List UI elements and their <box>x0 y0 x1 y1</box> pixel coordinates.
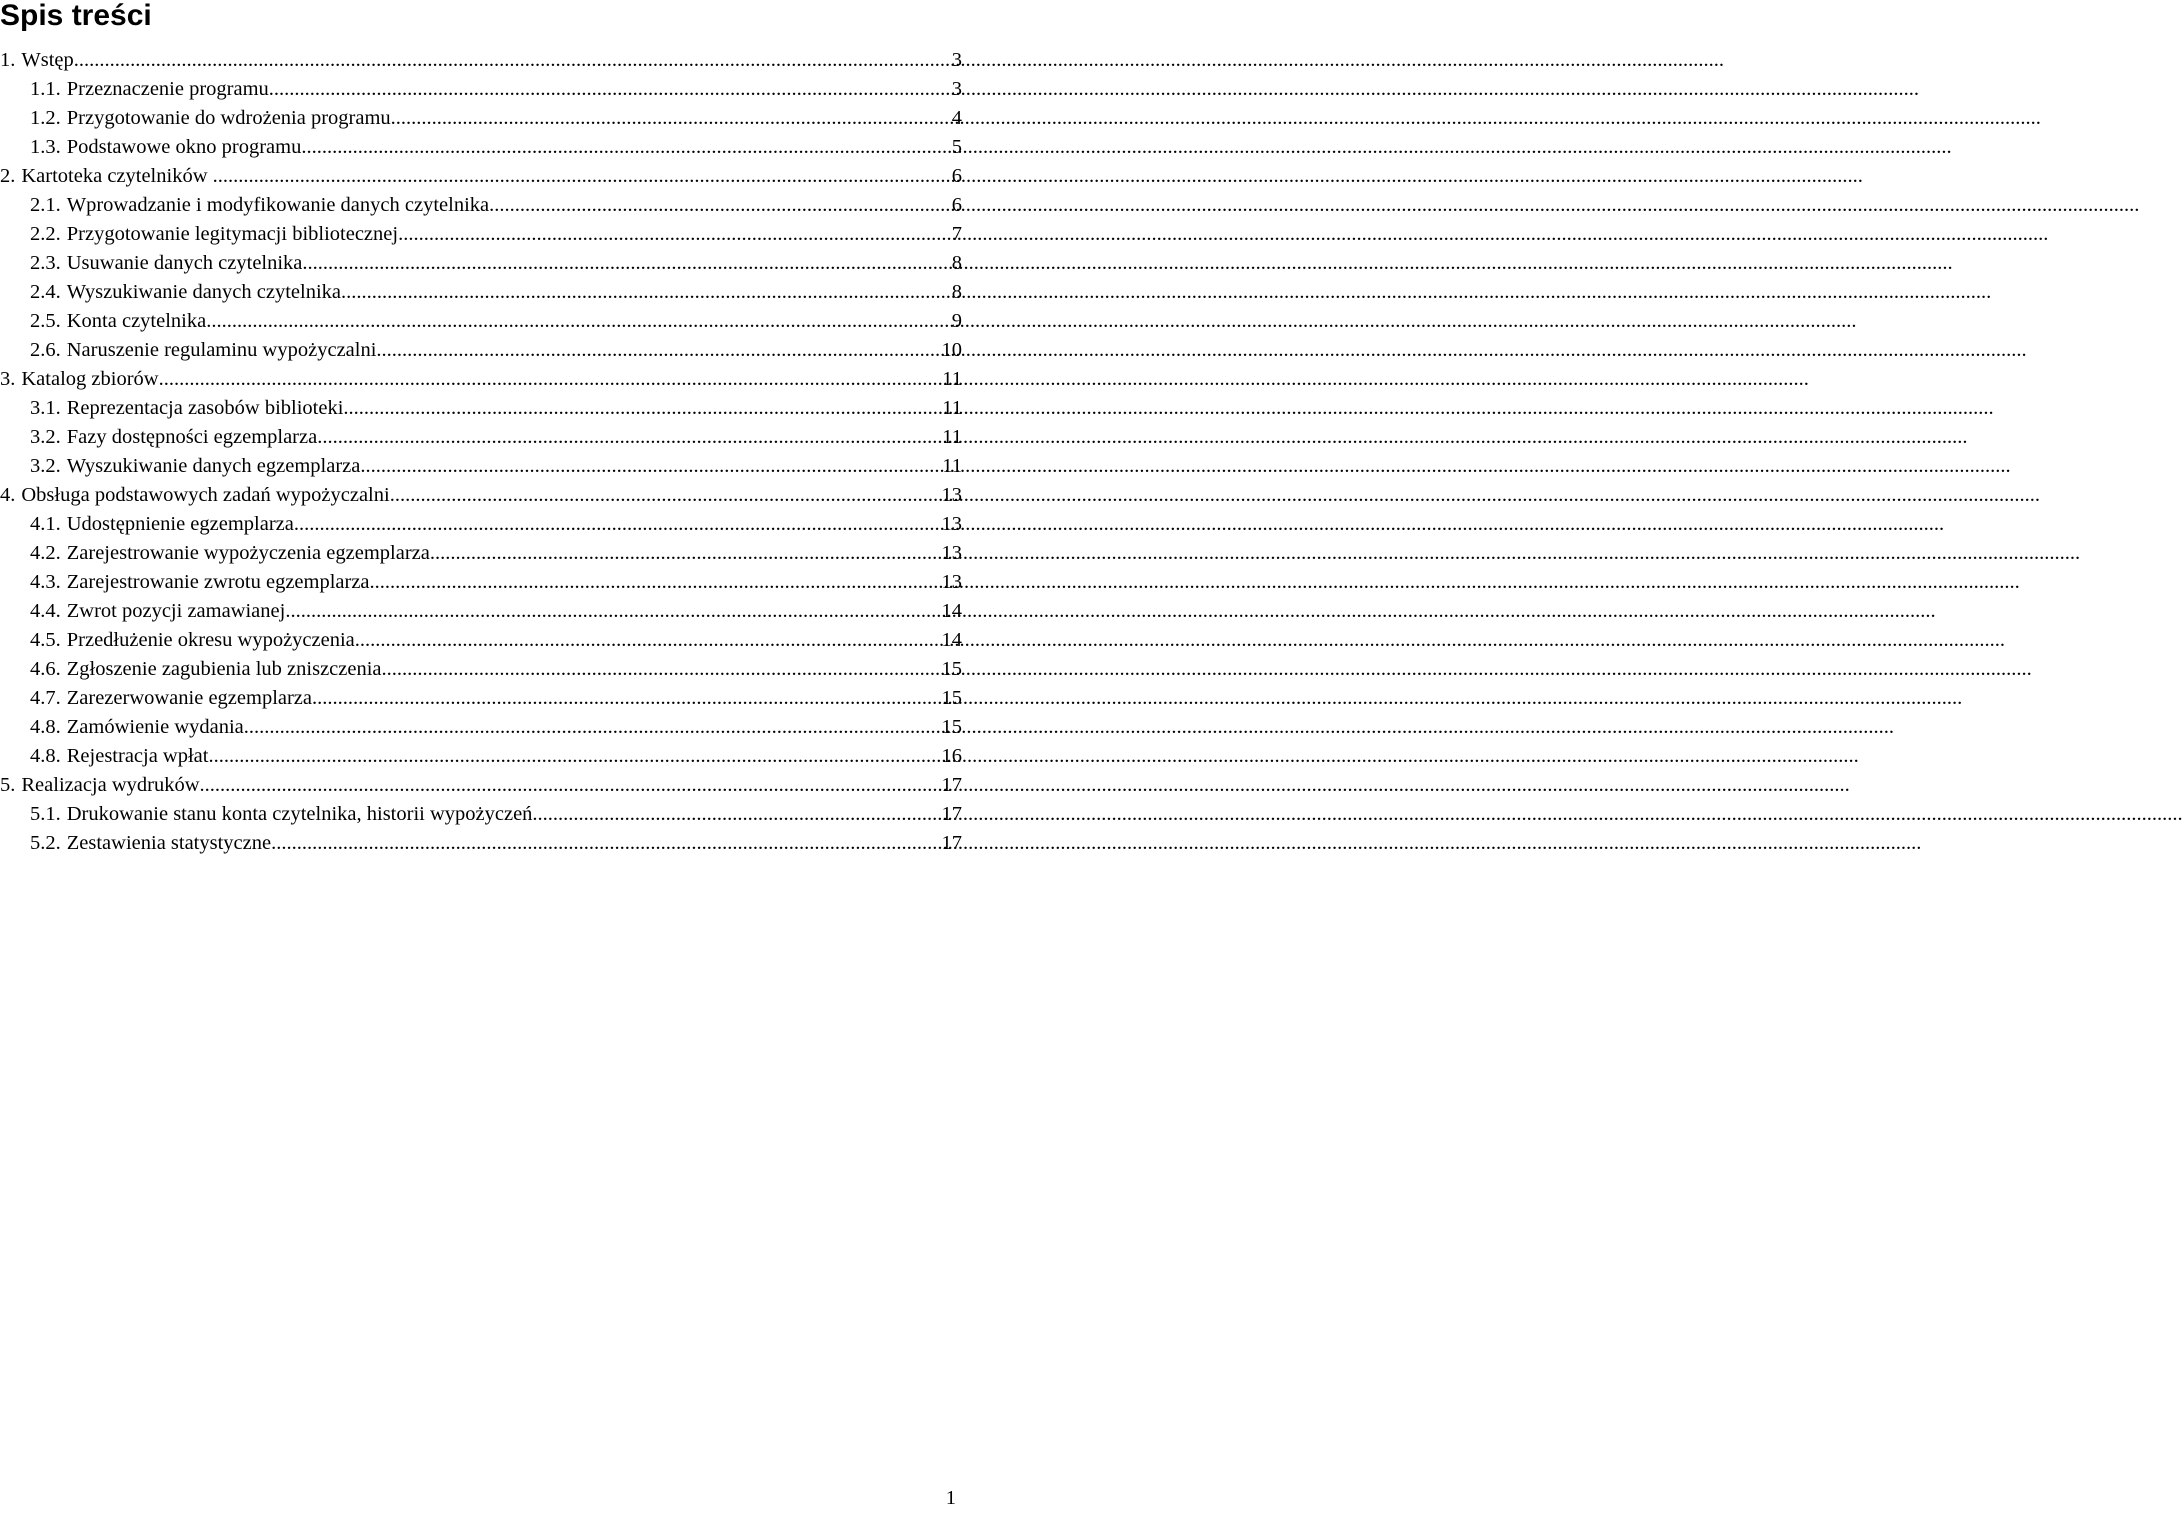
toc-entry[interactable] <box>0 655 962 684</box>
toc-entry[interactable] <box>0 336 962 365</box>
toc-entry-number: 1.2. <box>30 107 61 129</box>
toc-entry-number: 3.2. <box>30 455 61 477</box>
toc-dot-leader <box>74 46 952 75</box>
toc-entry[interactable] <box>0 713 962 742</box>
toc-entry-title: Podstawowe okno programu <box>66 136 302 158</box>
toc-entry-page: 17 <box>941 774 962 796</box>
toc-entry-page: 4 <box>951 107 962 129</box>
toc-entry-number: 2.1. <box>30 194 61 216</box>
toc-entry-number: 2.3. <box>30 252 61 274</box>
toc-entry-number: 1. <box>0 49 16 71</box>
toc-dot-leader <box>489 191 952 220</box>
toc-entry-page: 13 <box>941 542 962 564</box>
toc-entry-number: 3.1. <box>30 397 61 419</box>
table-of-contents <box>0 46 962 858</box>
toc-entry-number: 1.1. <box>30 78 61 100</box>
toc-entry[interactable] <box>0 626 962 655</box>
toc-dot-leader <box>244 713 942 742</box>
toc-dot-leader <box>391 104 952 133</box>
toc-entry-title: Naruszenie regulaminu wypożyczalni <box>66 339 377 361</box>
toc-dot-leader <box>376 336 941 365</box>
toc-entry-page: 13 <box>941 571 962 593</box>
toc-entry-page: 13 <box>941 513 962 535</box>
toc-entry-page: 15 <box>941 716 962 738</box>
toc-entry-number: 3. <box>0 368 16 390</box>
toc-entry-title: Wstęp <box>21 49 74 71</box>
toc-dot-leader <box>159 365 943 394</box>
toc-entry-page: 6 <box>951 194 962 216</box>
toc-dot-leader <box>390 481 942 510</box>
toc-entry-title: Zgłoszenie zagubienia lub zniszczenia <box>66 658 382 680</box>
toc-entry[interactable] <box>0 75 962 104</box>
toc-dot-leader <box>294 510 942 539</box>
toc-entry-title: Wyszukiwanie danych czytelnika <box>66 281 342 303</box>
toc-entry-number: 4. <box>0 484 16 506</box>
toc-entry-title: Realizacja wydruków <box>21 774 200 796</box>
toc-entry-number: 4.7. <box>30 687 61 709</box>
toc-entry-title: Udostępnienie egzemplarza <box>66 513 294 535</box>
toc-entry-number: 4.4. <box>30 600 61 622</box>
page-number: 1 <box>945 1487 956 1509</box>
toc-entry-title: Katalog zbiorów <box>21 368 159 390</box>
toc-entry[interactable] <box>0 829 962 858</box>
toc-entry-page: 7 <box>951 223 962 245</box>
toc-entry-title: Zarezerwowanie egzemplarza <box>66 687 313 709</box>
toc-entry[interactable] <box>0 481 962 510</box>
toc-entry-page: 15 <box>941 687 962 709</box>
toc-dot-leader <box>341 278 952 307</box>
toc-entry-title: Zestawienia statystyczne <box>66 832 272 854</box>
toc-entry-page: 10 <box>941 339 962 361</box>
toc-entry[interactable] <box>0 278 962 307</box>
toc-entry[interactable] <box>0 539 962 568</box>
toc-entry-title: Fazy dostępności egzemplarza <box>66 426 318 448</box>
toc-entry[interactable] <box>0 800 962 829</box>
toc-entry-number: 2.5. <box>30 310 61 332</box>
toc-entry-title: Zwrot pozycji zamawianej <box>66 600 286 622</box>
toc-entry-number: 5.1. <box>30 803 61 825</box>
toc-entry-title: Drukowanie stanu konta czytelnika, historii wypożyczeń <box>66 803 533 825</box>
toc-dot-leader <box>302 249 951 278</box>
toc-entry-title: Zarejestrowanie wypożyczenia egzemplarza <box>66 542 430 564</box>
toc-entry-page: 8 <box>951 252 962 274</box>
toc-entry-page: 11 <box>942 397 962 419</box>
toc-dot-leader <box>208 742 941 771</box>
toc-entry-page: 15 <box>941 658 962 680</box>
toc-entry[interactable] <box>0 452 962 481</box>
toc-entry[interactable] <box>0 684 962 713</box>
toc-entry-number: 4.1. <box>30 513 61 535</box>
toc-entry-title: Przeznaczenie programu <box>66 78 269 100</box>
toc-entry[interactable] <box>0 220 962 249</box>
toc-entry[interactable] <box>0 307 962 336</box>
toc-entry-page: 14 <box>941 600 962 622</box>
toc-entry[interactable] <box>0 365 962 394</box>
toc-entry-page: 11 <box>942 426 962 448</box>
toc-entry[interactable] <box>0 510 962 539</box>
toc-entry-number: 2.6. <box>30 339 61 361</box>
toc-entry[interactable] <box>0 133 962 162</box>
toc-entry-number: 4.8. <box>30 745 61 767</box>
toc-dot-leader <box>312 684 941 713</box>
toc-entry-number: 3.2. <box>30 426 61 448</box>
toc-dot-leader <box>355 626 942 655</box>
toc-entry[interactable] <box>0 568 962 597</box>
toc-entry-page: 13 <box>941 484 962 506</box>
toc-entry[interactable] <box>0 742 962 771</box>
toc-entry-number: 2.4. <box>30 281 61 303</box>
toc-entry-number: 4.6. <box>30 658 61 680</box>
toc-entry[interactable] <box>0 771 962 800</box>
toc-dot-leader <box>200 771 942 800</box>
toc-entry[interactable] <box>0 104 962 133</box>
toc-entry-title: Przygotowanie do wdrożenia programu <box>66 107 391 129</box>
toc-dot-leader <box>271 829 941 858</box>
toc-entry-number: 4.2. <box>30 542 61 564</box>
toc-entry-page: 17 <box>941 803 962 825</box>
toc-entry-page: 14 <box>941 629 962 651</box>
toc-entry-number: 1.3. <box>30 136 61 158</box>
toc-entry-title: Wyszukiwanie danych egzemplarza <box>66 455 361 477</box>
toc-entry-page: 3 <box>951 78 962 100</box>
toc-dot-leader <box>343 394 942 423</box>
toc-entry-number: 5. <box>0 774 16 796</box>
toc-entry-page: 3 <box>951 49 962 71</box>
toc-dot-leader <box>398 220 952 249</box>
toc-dot-leader <box>285 597 941 626</box>
toc-entry-title: Rejestracja wpłat <box>66 745 209 767</box>
toc-dot-leader <box>532 800 941 829</box>
toc-entry-title: Kartoteka czytelników <box>21 165 213 187</box>
toc-entry[interactable] <box>0 46 962 75</box>
toc-entry-number: 2. <box>0 165 16 187</box>
toc-entry-page: 11 <box>942 455 962 477</box>
toc-entry[interactable] <box>0 191 962 220</box>
toc-entry[interactable] <box>0 394 962 423</box>
toc-entry-title: Przedłużenie okresu wypożyczenia <box>66 629 355 651</box>
toc-entry-number: 4.5. <box>30 629 61 651</box>
toc-dot-leader <box>317 423 942 452</box>
toc-entry-title: Zarejestrowanie zwrotu egzemplarza <box>66 571 370 593</box>
toc-entry[interactable] <box>0 249 962 278</box>
toc-entry[interactable] <box>0 423 962 452</box>
toc-entry-page: 17 <box>941 832 962 854</box>
toc-dot-leader <box>301 133 951 162</box>
toc-entry-page: 5 <box>951 136 962 158</box>
toc-entry-page: 11 <box>942 368 962 390</box>
toc-dot-leader <box>370 568 942 597</box>
toc-entry[interactable] <box>0 597 962 626</box>
toc-entry-number: 5.2. <box>30 832 61 854</box>
toc-dot-leader <box>430 539 942 568</box>
toc-dot-leader <box>206 307 952 336</box>
toc-entry-page: 6 <box>951 165 962 187</box>
toc-entry[interactable] <box>0 162 962 191</box>
toc-entry-title: Wprowadzanie i modyfikowanie danych czytelnika <box>66 194 490 216</box>
toc-entry-number: 4.3. <box>30 571 61 593</box>
toc-entry-title: Zamówienie wydania <box>66 716 244 738</box>
page-title: Spis treści <box>0 0 152 32</box>
toc-dot-leader <box>360 452 942 481</box>
toc-entry-number: 4.8. <box>30 716 61 738</box>
toc-dot-leader <box>269 75 952 104</box>
toc-entry-title: Reprezentacja zasobów biblioteki <box>66 397 344 419</box>
toc-entry-title: Konta czytelnika <box>66 310 207 332</box>
toc-entry-page: 8 <box>951 281 962 303</box>
toc-entry-title: Usuwanie danych czytelnika <box>66 252 303 274</box>
toc-entry-number: 2.2. <box>30 223 61 245</box>
toc-dot-leader <box>382 655 942 684</box>
toc-entry-page: 9 <box>951 310 962 332</box>
toc-entry-title: Przygotowanie legitymacji bibliotecznej <box>66 223 399 245</box>
toc-entry-page: 16 <box>941 745 962 767</box>
toc-entry-title: Obsługa podstawowych zadań wypożyczalni <box>21 484 390 506</box>
toc-dot-leader <box>213 162 952 191</box>
